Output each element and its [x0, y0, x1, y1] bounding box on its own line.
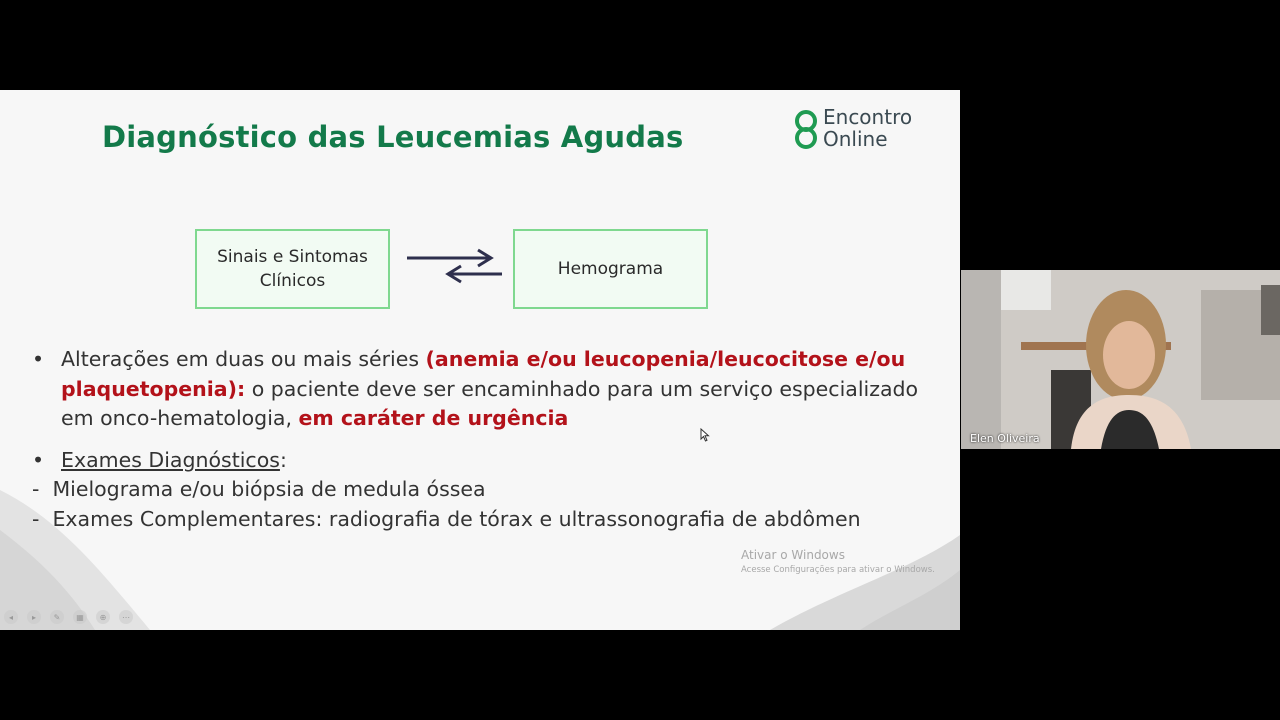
- bidirectional-arrows-icon: [400, 242, 510, 292]
- encontro-online-logo: [792, 106, 952, 156]
- participant-video-feed: [961, 270, 1280, 449]
- p1-colon: :: [237, 376, 246, 401]
- slide-title: Diagnóstico das Leucemias Agudas: [102, 120, 684, 154]
- logo-text: [823, 106, 912, 150]
- p1-text-f: em onco-hematologia,: [61, 406, 299, 430]
- dash-item-mielograma: [32, 475, 952, 505]
- exames-diagnosticos-label: Exames Diagnósticos: [61, 447, 280, 472]
- next-slide-icon[interactable]: ▸: [27, 610, 41, 624]
- slideshow-controls[interactable]: [4, 610, 133, 624]
- hemograma-box: [513, 229, 708, 309]
- p1-emphasis-b: (anemia e/ou leucopenia/leucocitose e/ou: [425, 347, 906, 371]
- signs-symptoms-line1: Sinais e Sintomas: [217, 247, 368, 267]
- bullet-symbol: •: [32, 347, 45, 371]
- p1-text-e: o paciente deve ser encaminhado para um serviço especializado: [245, 376, 919, 401]
- logo-line2: Online: [823, 127, 888, 151]
- dash-item-2-text: Exames Complementares: radiografia de tórax e ultrassonografia de abdômen: [52, 506, 861, 531]
- participant-name: Elen Oliveira: [970, 432, 1040, 445]
- bullet-exames: [32, 446, 952, 476]
- dash-symbol: -: [32, 506, 40, 531]
- p1-text-a: Alterações em duas ou mais séries: [61, 347, 426, 371]
- more-options-icon[interactable]: ⋯: [119, 610, 133, 624]
- zoom-icon[interactable]: ⊕: [96, 610, 110, 624]
- mouse-cursor-icon: [700, 428, 710, 442]
- presentation-slide: [0, 90, 960, 630]
- bullet-symbol: •: [32, 447, 45, 472]
- participant-video-tile[interactable]: [961, 270, 1280, 449]
- p1-emphasis-g: em caráter de urgência: [298, 406, 569, 430]
- slide-body: [32, 345, 952, 534]
- exames-colon: :: [279, 447, 287, 472]
- hemograma-label: Hemograma: [557, 259, 664, 279]
- bullet-alteracoes: [32, 345, 952, 434]
- windows-activation-watermark: [741, 548, 935, 575]
- watermark-line2: Acesse Configurações para ativar o Windows.: [741, 565, 935, 575]
- grid-icon[interactable]: ▦: [73, 610, 87, 624]
- dash-item-1-text: Mielograma e/ou biópsia de medula óssea: [52, 477, 486, 501]
- dash-symbol: -: [32, 477, 40, 501]
- signs-symptoms-line2: Clínicos: [259, 271, 326, 291]
- pen-icon[interactable]: ✎: [50, 610, 64, 624]
- watermark-line1: Ativar o Windows: [741, 548, 845, 562]
- logo-mark-icon: [792, 108, 822, 152]
- previous-slide-icon[interactable]: ◂: [4, 610, 18, 624]
- logo-line1: Encontro: [823, 105, 913, 129]
- signs-symptoms-box: [195, 229, 390, 309]
- p1-emphasis-c: plaquetopenia): [61, 376, 237, 401]
- dash-item-complementares: [32, 505, 952, 535]
